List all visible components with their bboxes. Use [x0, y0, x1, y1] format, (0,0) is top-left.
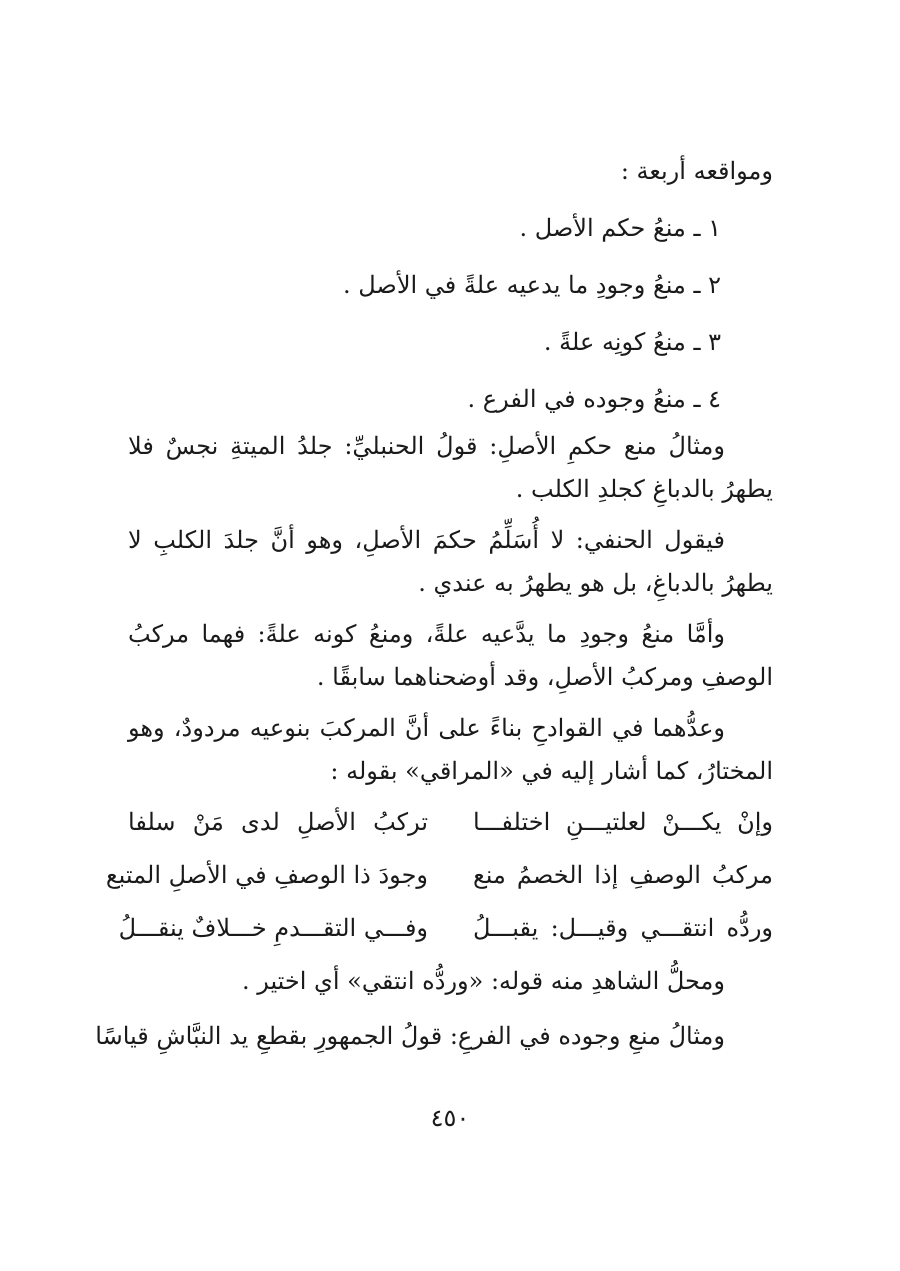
list-item-1: ١ ـ منعُ حكم الأصل .	[519, 214, 721, 242]
page-number: ٤٥٠	[430, 1104, 470, 1132]
last-line: ومثالُ منعِ وجوده في الفرعِ: قولُ الجمهورِ بقطعِ يد النبَّاشِ قياسًا	[95, 1022, 725, 1050]
verse-3-second: وفـــي التقـــدمِ خـــلافٌ ينقـــلُ	[118, 914, 428, 942]
witness-line: ومحلُّ الشاهدِ منه قوله: «وردُّه انتقي» أي اختير .	[241, 967, 725, 995]
page-body	[95, 150, 773, 1058]
verse-3-first: وردُّه انتقـــي وقيـــل: يقبـــلُ	[473, 914, 773, 942]
verse-3	[118, 907, 773, 960]
paragraph-1: ومثالُ منع حكمِ الأصلِ: قولُ الحنبليِّ: جلدُ الميتةِ نجسٌ فلا يطهرُ بالدباغِ كجلدِ الكلب .	[128, 432, 773, 503]
paragraph-3: وأمَّا منعُ وجودِ ما يدَّعيه علةً، ومنعُ كونه علةً: فهما مركبُ الوصفِ ومركبُ الأصلِ، وقد أوضحناهما سابقًا .	[128, 620, 773, 691]
verse-1-second: تركبُ الأصلِ لدى مَنْ سلفا	[128, 808, 428, 836]
verse-2	[105, 854, 773, 907]
intro-line: ومواقعه أربعة :	[620, 157, 773, 185]
list-item-3: ٣ ـ منعُ كونِه علةً .	[543, 328, 721, 356]
verse-1-first: وإنْ يكـــنْ لعلتيـــنِ اختلفـــا	[473, 808, 773, 836]
verse-2-first: مركبُ الوصفِ إذا الخصمُ منع	[473, 861, 773, 889]
paragraph-4: وعدُّهما في القوادحِ بناءً على أنَّ المركبَ بنوعيه مردودٌ، وهو المختارُ، كما أشار إليه في «المراقي» بقوله :	[128, 714, 773, 785]
paragraph-2: فيقول الحنفي: لا أُسَلِّمُ حكمَ الأصلِ، وهو أنَّ جلدَ الكلبِ لا يطهرُ بالدباغِ، بل هو يطهرُ به عندي .	[128, 526, 773, 597]
list-item-4: ٤ ـ منعُ وجوده في الفرع .	[467, 385, 721, 413]
verse-1	[128, 801, 773, 854]
verse-2-second: وجودَ ذا الوصفِ في الأصلِ المتبع	[105, 861, 428, 889]
list-item-2: ٢ ـ منعُ وجودِ ما يدعيه علةً في الأصل .	[343, 271, 721, 299]
